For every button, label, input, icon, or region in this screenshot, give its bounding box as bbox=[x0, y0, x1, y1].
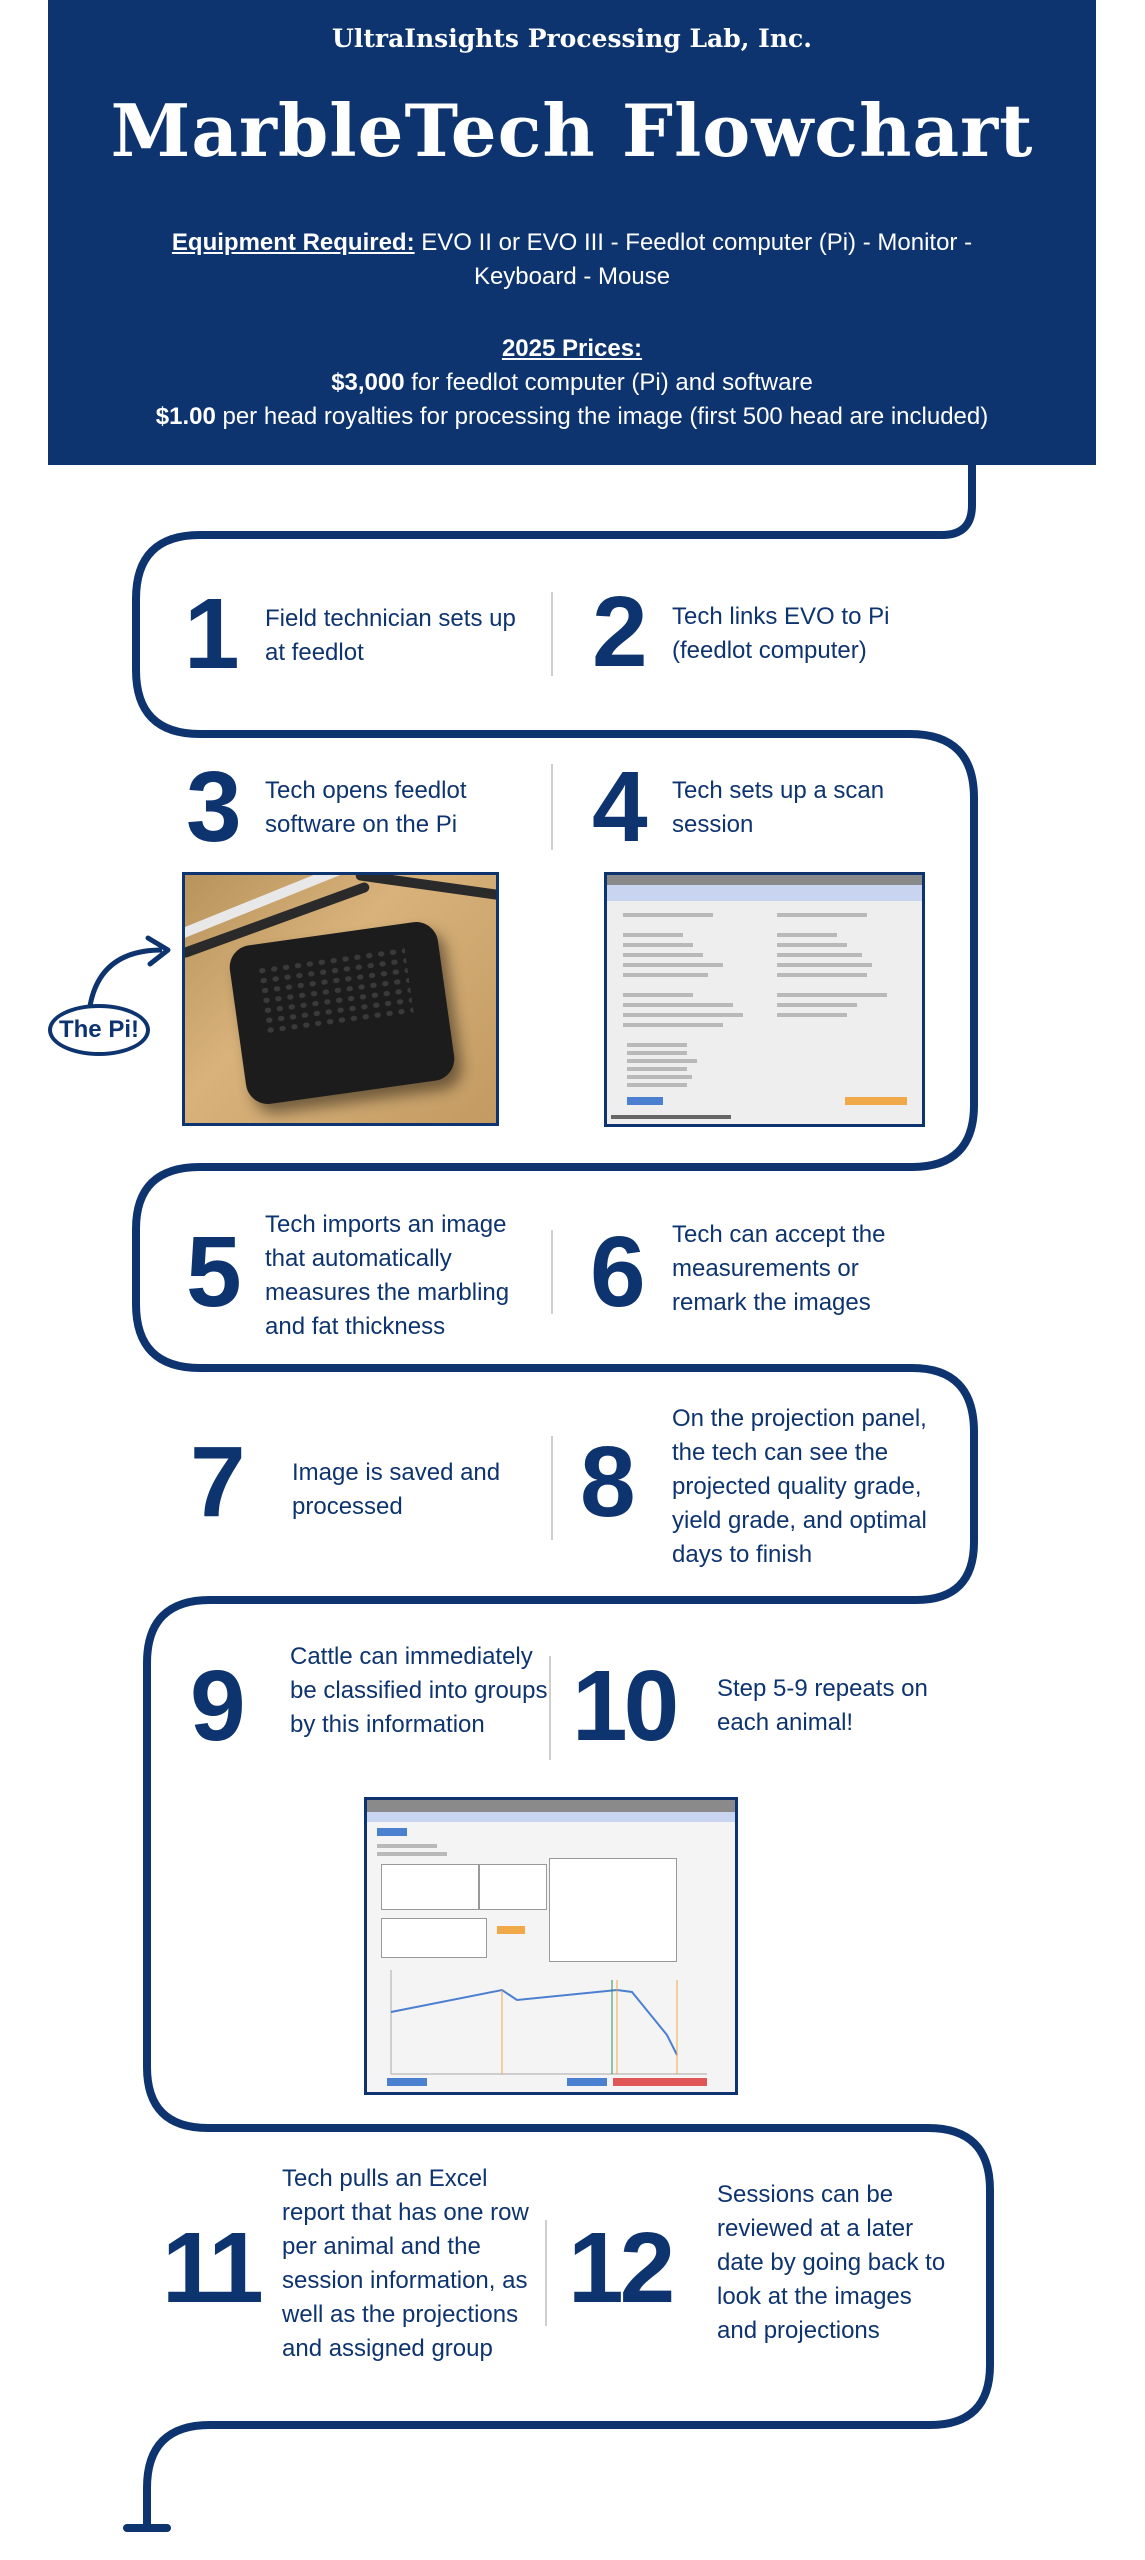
step-number-3: 3 bbox=[186, 751, 238, 863]
step-number-8: 8 bbox=[580, 1426, 632, 1538]
step-number-6: 6 bbox=[590, 1216, 642, 1328]
step-text-7: Image is saved and processed bbox=[292, 1459, 501, 1520]
price2-amount: $1.00 bbox=[155, 403, 216, 430]
step-text-6: Tech can accept the measurements or remark the images bbox=[672, 1221, 886, 1316]
page-title: MarbleTech Flowchart bbox=[110, 88, 1034, 173]
step-number-1: 1 bbox=[184, 578, 236, 690]
step-text-8: On the projection panel, the tech can see the projected quality grade, yield grade, and optimal days to finish bbox=[672, 1405, 927, 1568]
projection-chart bbox=[367, 1960, 738, 2095]
step-text-5: Tech imports an image that automatically measures the marbling and fat thickness bbox=[265, 1211, 510, 1340]
divider bbox=[551, 592, 553, 676]
cable bbox=[355, 872, 499, 902]
step-text-2: Tech links EVO to Pi (feedlot computer) bbox=[672, 603, 890, 664]
step-number-9: 9 bbox=[190, 1650, 242, 1762]
feedlot-computer-photo bbox=[182, 872, 499, 1126]
arrow-icon bbox=[90, 938, 168, 1006]
step-text-1: Field technician sets up at feedlot bbox=[265, 605, 516, 666]
divider bbox=[551, 1436, 553, 1540]
price1-amount: $3,000 bbox=[331, 369, 405, 396]
step-text-9: Cattle can immediately be classified into groups by this information bbox=[290, 1643, 548, 1738]
step-text-4: Tech sets up a scan session bbox=[672, 777, 885, 838]
prices-title: 2025 Prices: bbox=[501, 335, 643, 362]
company-name: UltraInsights Processing Lab, Inc. bbox=[332, 24, 812, 53]
step-number-5: 5 bbox=[186, 1216, 238, 1328]
pi-callout: The Pi! bbox=[48, 1004, 150, 1056]
step-number-2: 2 bbox=[592, 576, 644, 688]
price2-text: per head royalties for processing the image (first 500 head are included) bbox=[222, 403, 989, 430]
step-number-12: 12 bbox=[568, 2212, 672, 2324]
projection-panel-screenshot bbox=[364, 1797, 738, 2095]
equipment-label: Equipment Required: bbox=[171, 229, 415, 256]
step-number-7: 7 bbox=[190, 1426, 242, 1538]
step-text-3: Tech opens feedlot software on the Pi bbox=[265, 777, 467, 838]
divider bbox=[551, 764, 553, 850]
step-text-10: Step 5-9 repeats on each animal! bbox=[717, 1675, 928, 1736]
step-number-10: 10 bbox=[572, 1650, 676, 1762]
price1-text: for feedlot computer (Pi) and software bbox=[411, 369, 813, 396]
divider bbox=[551, 1230, 553, 1314]
step-text-11: Tech pulls an Excel report that has one row per animal and the session information, as well as the projections and assigned group bbox=[282, 2165, 529, 2362]
pi-case bbox=[227, 919, 457, 1107]
divider bbox=[545, 2220, 547, 2326]
step-text-12: Sessions can be reviewed at a later date by going back to look at the images and projections bbox=[717, 2181, 946, 2344]
step-number-11: 11 bbox=[162, 2212, 260, 2324]
step-number-4: 4 bbox=[592, 751, 644, 863]
equipment-text: EVO II or EVO III - Feedlot computer (Pi) - Monitor - Keyboard - Mouse bbox=[421, 229, 973, 290]
scan-session-screenshot bbox=[604, 872, 925, 1127]
